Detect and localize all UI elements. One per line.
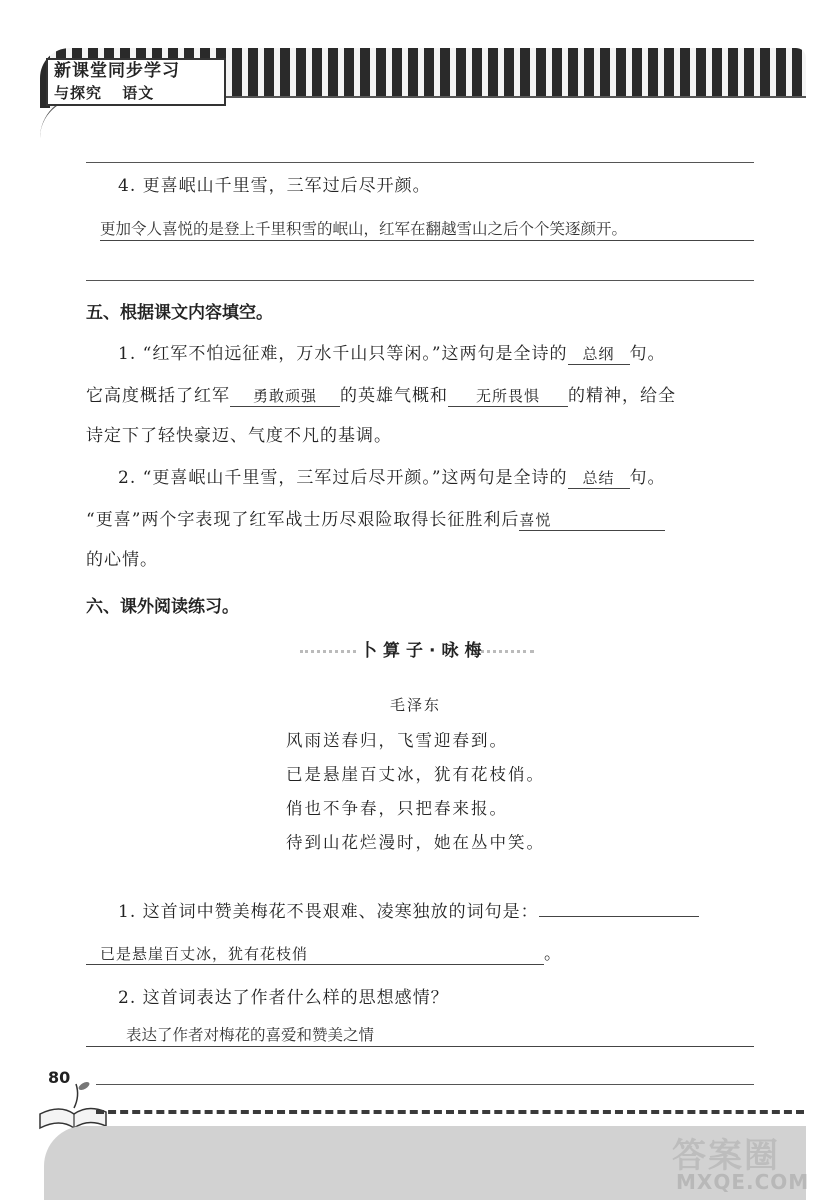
fill-blank-3: 无所畏惧 [448,386,568,407]
q1-blank-tail [539,916,699,917]
item1-text-c: 它高度概括了红军 [86,386,230,406]
footer-dash-line [96,1110,804,1114]
brand-subtitle [54,82,224,104]
fill-blank-1: 总纲 [568,344,630,365]
section-5-item-2-line-2 [86,508,665,532]
question-4-answer: 更加令人喜悦的是登上千里积雪的岷山，红军在翻越雪山之后个个笑逐颜开。 [100,218,754,241]
item2-text-a: 2. “更喜岷山千里雪，三军过后尽开颜。”这两句是全诗的 [118,468,568,488]
series-logo [46,58,226,106]
brand-title: 新课堂同步学习 [54,61,180,81]
page-number: 80 [48,1068,71,1087]
item2-text-b: 句。 [629,468,666,488]
item1-text-b: 句。 [629,344,666,364]
section-6-question-2: 2. 这首词表达了作者什么样的思想感情？ [118,988,449,1008]
answer-line [86,162,754,163]
item1-text-d: 的英雄气概和 [340,386,448,406]
section-5-item-1-line-3: 诗定下了轻快豪迈、气度不凡的基调。 [86,426,392,446]
section-6-question-1-answer-line [86,942,562,966]
item1-text-e: 的精神，给全 [568,386,676,406]
q1-answer: 已是悬崖百丈冰，犹有花枝俏 [86,944,544,965]
poem-title: 卜算子·咏梅 [360,641,488,661]
q1-end: 。 [544,944,562,964]
answer-line [96,1084,754,1085]
fill-blank-2: 勇敢顽强 [230,386,340,407]
question-2-answer: 表达了作者对梅花的喜爱和赞美之情 [86,1024,754,1047]
title-decoration-left [300,650,356,653]
section-5-heading: 五、根据课文内容填空。 [86,303,273,323]
section-5-item-1-line-2 [86,384,676,408]
section-5-item-2-line-3: 的心情。 [86,550,158,570]
question-4: 4. 更喜岷山千里雪，三军过后尽开颜。 [118,176,431,196]
section-5-item-1-line-1 [118,342,666,366]
watermark-logo: 答案圈 [672,1136,780,1176]
poem-line-3: 俏也不争春，只把春来报。 [286,799,508,818]
section-5-item-2-line-1 [118,466,666,490]
poem-line-1: 风雨送春归，飞雪迎春到。 [286,731,508,750]
poem-line-2: 已是悬崖百丈冰，犹有花枝俏。 [286,765,545,784]
item1-text-a: 1. “红军不怕远征难，万水千山只等闲。”这两句是全诗的 [118,344,568,364]
q1-text: 1. 这首词中赞美梅花不畏艰难、凌寒独放的词句是： [118,902,539,922]
section-6-question-1 [118,900,699,924]
poem-author: 毛泽东 [390,696,442,714]
fill-blank-4: 总结 [568,468,630,489]
watermark-url: MXQE.COM [676,1170,810,1194]
poem-line-4: 待到山花烂漫时，她在丛中笑。 [286,833,545,852]
fill-blank-5: 喜悦 [519,510,665,531]
subject-label: 语文 [122,84,155,102]
item2-text-c: “更喜”两个字表现了红军战士历尽艰险取得长征胜利后 [86,510,520,530]
brand-subtitle-text: 与探究 [54,84,103,102]
section-6-heading: 六、课外阅读练习。 [86,597,239,617]
answer-line [86,280,754,281]
